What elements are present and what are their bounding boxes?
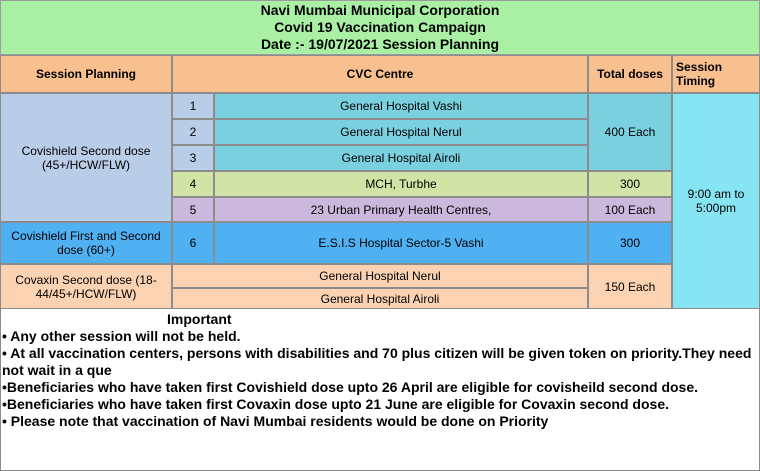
cvc-centre: 23 Urban Primary Health Centres, [214, 197, 588, 222]
note-item: • At all vaccination centers, persons with disabilities and 70 plus citizen will be given token on priority.They need not wait in a que [2, 345, 752, 378]
note-item: • Any other session will not be held. [2, 328, 241, 344]
title-block [0, 0, 760, 55]
doses-covaxin: 150 Each [588, 264, 672, 309]
col-header-session-timing: Session Timing [672, 55, 760, 93]
cvc-centre: E.S.I.S Hospital Sector-5 Vashi [214, 222, 588, 264]
note-item: •Beneficiaries who have taken first Covishield dose upto 26 April are eligible for covisheild second dose. [2, 379, 699, 395]
cvc-centre: General Hospital Airoli [214, 145, 588, 171]
cvc-centre: General Hospital Vashi [214, 93, 588, 119]
session-timing: 9:00 am to 5:00pm [672, 93, 760, 309]
note-item: • Please note that vaccination of Navi Mumbai residents would be done on Priority [2, 413, 549, 429]
session-covishield-first-second: Covishield First and Second dose (60+) [0, 222, 172, 264]
cvc-centre: General Hospital Airoli [172, 288, 588, 309]
doses-mch: 300 [588, 171, 672, 197]
col-header-total-doses: Total doses [588, 55, 672, 93]
doses-esis: 300 [588, 222, 672, 264]
note-item: •Beneficiaries who have taken first Covaxin dose upto 21 June are eligible for Covaxin second dose. [2, 396, 669, 412]
org-title: Navi Mumbai Municipal Corporation [260, 2, 500, 18]
campaign-title: Covid 19 Vaccination Campaign [274, 19, 486, 35]
row-number: 1 [172, 93, 214, 119]
important-notes [2, 311, 758, 430]
row-number: 5 [172, 197, 214, 222]
session-covishield-second: Covishield Second dose (45+/HCW/FLW) [0, 93, 172, 222]
date-line: Date :- 19/07/2021 Session Planning [260, 36, 500, 52]
col-header-session-planning: Session Planning [0, 55, 172, 93]
doses-400-each: 400 Each [588, 93, 672, 171]
doses-uphc: 100 Each [588, 197, 672, 222]
session-covaxin-second: Covaxin Second dose (18-44/45+/HCW/FLW) [0, 264, 172, 309]
row-number: 6 [172, 222, 214, 264]
col-header-cvc-centre: CVC Centre [172, 55, 588, 93]
row-number: 3 [172, 145, 214, 171]
cvc-centre: General Hospital Nerul [214, 119, 588, 145]
row-number: 2 [172, 119, 214, 145]
cvc-centre: MCH, Turbhe [214, 171, 588, 197]
important-heading: Important [167, 311, 232, 327]
row-number: 4 [172, 171, 214, 197]
cvc-centre: General Hospital Nerul [172, 264, 588, 288]
